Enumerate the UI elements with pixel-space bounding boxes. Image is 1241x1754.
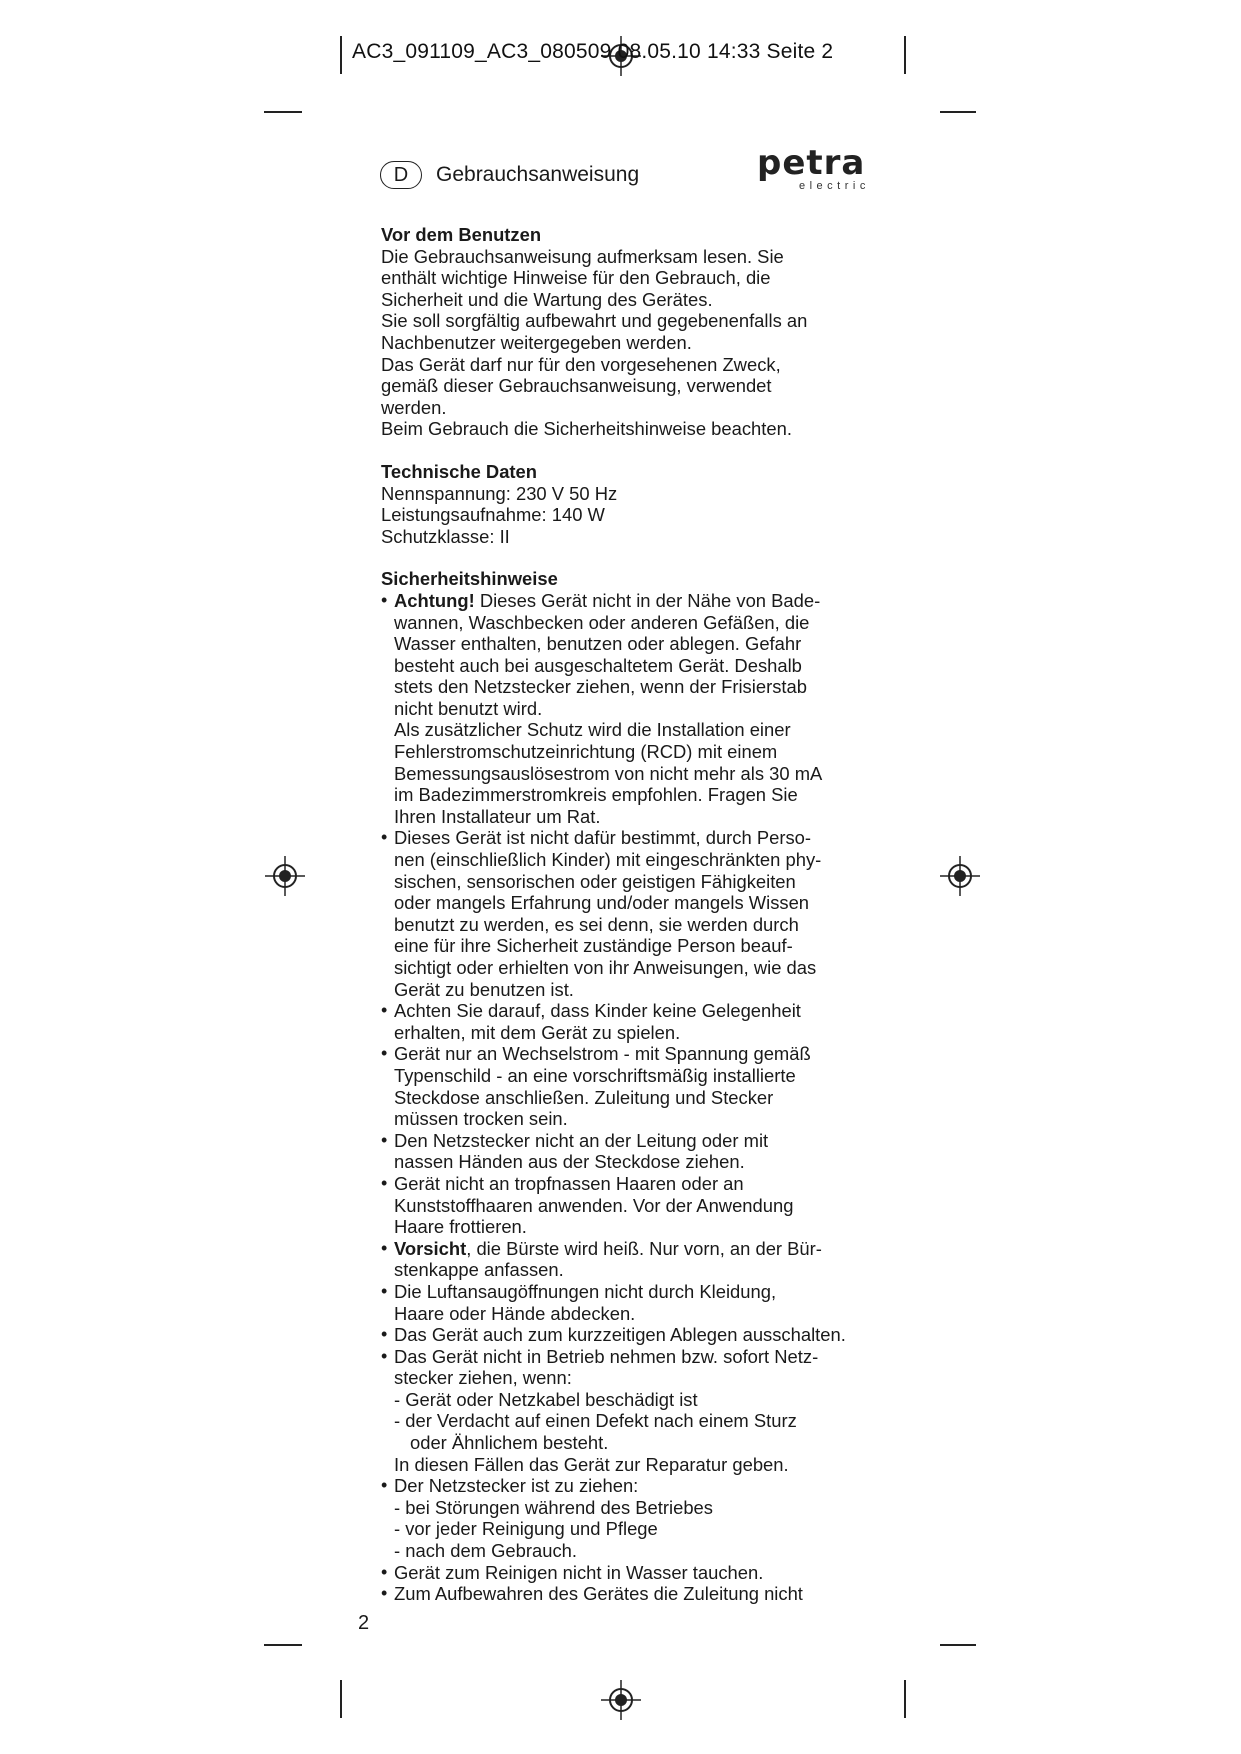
text-line: Beim Gebrauch die Sicherheitshinweise beachten. xyxy=(381,418,792,440)
text-line: Haare oder Hände abdecken. xyxy=(394,1302,636,1324)
text-line: Kunststoffhaaren anwenden. Vor der Anwendung xyxy=(394,1194,794,1216)
crop-mark-bottom-right-horizontal xyxy=(940,1644,976,1646)
text-line: - nach dem Gebrauch. xyxy=(394,1540,577,1562)
text-line: - der Verdacht auf einen Defekt nach einem Sturz xyxy=(394,1410,797,1432)
text-line: Sie soll sorgfältig aufbewahrt und gegebenenfalls an xyxy=(381,310,808,332)
text-line: - bei Störungen während des Betriebes xyxy=(394,1496,713,1518)
page-number: 2 xyxy=(358,1612,370,1634)
crop-mark-top-left-horizontal xyxy=(264,111,302,113)
text-line: • Zum Aufbewahren des Gerätes die Zuleitung nicht xyxy=(394,1583,803,1605)
section-heading: Vor dem Benutzen xyxy=(381,224,542,245)
text-line: im Badezimmerstromkreis empfohlen. Fragen Sie xyxy=(394,784,798,806)
registration-mark-left-icon xyxy=(265,856,305,896)
crop-mark-bottom-left-vertical xyxy=(340,1680,342,1718)
text-line: gemäß dieser Gebrauchsanweisung, verwendet xyxy=(381,375,772,397)
language-heading xyxy=(380,160,639,190)
crop-mark-bottom-right-vertical xyxy=(904,1680,906,1718)
text-line: • Achten Sie darauf, dass Kinder keine Gelegenheit xyxy=(394,1000,801,1022)
text-line: • Gerät zum Reinigen nicht in Wasser tauchen. xyxy=(394,1561,764,1583)
text-line: • Vorsicht, die Bürste wird heiß. Nur vorn, an der Bür- xyxy=(394,1237,822,1259)
section-heading: Sicherheitshinweise xyxy=(381,568,558,590)
text-line: Haare frottieren. xyxy=(394,1216,527,1238)
text-line: eine für ihre Sicherheit zuständige Person beauf- xyxy=(394,935,793,957)
text-line: benutzt zu werden, es sei denn, sie werden durch xyxy=(394,913,799,935)
document-title: Gebrauchsanweisung xyxy=(436,163,640,186)
text-line: oder mangels Erfahrung und/oder mangels Wissen xyxy=(394,892,810,914)
text-line: - vor jeder Reinigung und Pflege xyxy=(394,1518,658,1540)
section-safety xyxy=(381,568,901,1605)
text-line: müssen trocken sein. xyxy=(394,1108,568,1130)
logo-subtitle: electric xyxy=(799,180,870,192)
text-line: enthält wichtige Hinweise für den Gebrauch, die xyxy=(381,267,771,289)
list-item xyxy=(381,1346,901,1476)
text-line: sischen, sensorischen oder geistigen Fähigkeiten xyxy=(394,870,796,892)
text-line: erhalten, mit dem Gerät zu spielen. xyxy=(394,1021,681,1043)
text-line: Wasser enthalten, benutzen oder ablegen. Gefahr xyxy=(394,633,802,655)
spec-line: Leistungsaufnahme: 140 W xyxy=(381,504,605,526)
crop-mark-bottom-left-horizontal xyxy=(264,1644,302,1646)
text-line: Als zusätzlicher Schutz wird die Installation einer xyxy=(394,719,791,741)
list-item xyxy=(381,1238,901,1281)
text-line: nen (einschließlich Kinder) mit eingeschränkten phy- xyxy=(394,849,822,871)
list-item xyxy=(381,827,901,1000)
text-line: In diesen Fällen das Gerät zur Reparatur geben. xyxy=(394,1453,789,1475)
list-item xyxy=(381,1043,901,1129)
text-line: Bemessungsauslösestrom von nicht mehr als 30 mA xyxy=(394,762,823,784)
list-item xyxy=(381,1475,901,1561)
text-line: Sicherheit und die Wartung des Gerätes. xyxy=(381,288,713,310)
text-line: Steckdose anschließen. Zuleitung und Stecker xyxy=(394,1086,774,1108)
text-line: wannen, Waschbecken oder anderen Gefäßen, die xyxy=(394,611,810,633)
text-line: Nachbenutzer weitergegeben werden. xyxy=(381,331,692,353)
text-line: stenkappe anfassen. xyxy=(394,1259,564,1281)
safety-list xyxy=(381,590,901,1605)
print-header: AC3_091109_AC3_080509 08.05.10 14:33 Seite 2 xyxy=(352,40,834,63)
text-line: - Gerät oder Netzkabel beschädigt ist xyxy=(394,1388,698,1410)
registration-mark-right-icon xyxy=(940,856,980,896)
text-line: stecker ziehen, wenn: xyxy=(394,1367,572,1389)
list-item xyxy=(381,590,901,828)
list-item xyxy=(381,1281,901,1324)
logo-wordmark: petra xyxy=(757,143,866,183)
crop-mark-top-right-vertical xyxy=(904,36,906,74)
text-line: nassen Händen aus der Steckdose ziehen. xyxy=(394,1151,745,1173)
text-line: • Dieses Gerät ist nicht dafür bestimmt, durch Perso- xyxy=(394,827,812,849)
text-line: • Der Netzstecker ist zu ziehen: xyxy=(394,1475,639,1497)
text-line: werden. xyxy=(381,396,447,418)
list-item xyxy=(381,1324,901,1346)
text-line: oder Ähnlichem besteht. xyxy=(410,1432,609,1454)
section-technical-data xyxy=(381,461,901,547)
warning-label: Achtung! xyxy=(394,589,475,611)
language-badge: D xyxy=(380,161,422,189)
text-line: Typenschild - an eine vorschriftsmäßig installierte xyxy=(394,1064,796,1086)
crop-mark-top-left-vertical xyxy=(340,36,342,74)
text-line: nicht benutzt wird. xyxy=(394,697,543,719)
section-heading: Technische Daten xyxy=(381,460,538,482)
list-item xyxy=(381,1173,901,1238)
text-line: Das Gerät darf nur für den vorgesehenen Zweck, xyxy=(381,353,781,375)
text-line: • Den Netzstecker nicht an der Leitung oder mit xyxy=(394,1129,769,1151)
text-line: Fehlerstromschutzeinrichtung (RCD) mit einem xyxy=(394,741,778,763)
text-line: • Die Luftansaugöffnungen nicht durch Kleidung, xyxy=(394,1280,777,1302)
spec-line: Nennspannung: 230 V 50 Hz xyxy=(381,482,618,504)
spec-line: Schutzklasse: II xyxy=(381,525,510,547)
text-line: Gerät zu benutzen ist. xyxy=(394,978,574,1000)
text-line: besteht auch bei ausgeschaltetem Gerät. Deshalb xyxy=(394,654,802,676)
text-line: sichtigt oder erhielten von ihr Anweisungen, wie das xyxy=(394,957,817,978)
list-item xyxy=(381,1583,901,1605)
list-item xyxy=(381,1562,901,1584)
text-line: Ihren Installateur um Rat. xyxy=(394,805,601,827)
text-line: stets den Netzstecker ziehen, wenn der Frisierstab xyxy=(394,676,807,698)
crop-mark-top-right-horizontal xyxy=(940,111,976,113)
list-item xyxy=(381,1000,901,1043)
registration-mark-bottom-icon xyxy=(601,1680,641,1720)
section-before-use xyxy=(381,224,901,440)
list-item xyxy=(381,1130,901,1173)
petra-logo xyxy=(757,143,873,192)
caution-label: Vorsicht xyxy=(394,1237,467,1259)
text-line: • Gerät nur an Wechselstrom - mit Spannung gemäß xyxy=(394,1043,811,1065)
document-body xyxy=(381,224,901,1605)
text-line: Die Gebrauchsanweisung aufmerksam lesen. Sie xyxy=(381,245,784,267)
text-line: • Achtung! Dieses Gerät nicht in der Nähe von Bade- xyxy=(394,589,821,611)
text-line: • Das Gerät auch zum kurzzeitigen Ablegen ausschalten. xyxy=(394,1324,846,1346)
text-line: • Gerät nicht an tropfnassen Haaren oder an xyxy=(394,1172,744,1194)
text-line: • Das Gerät nicht in Betrieb nehmen bzw. sofort Netz- xyxy=(394,1345,819,1367)
